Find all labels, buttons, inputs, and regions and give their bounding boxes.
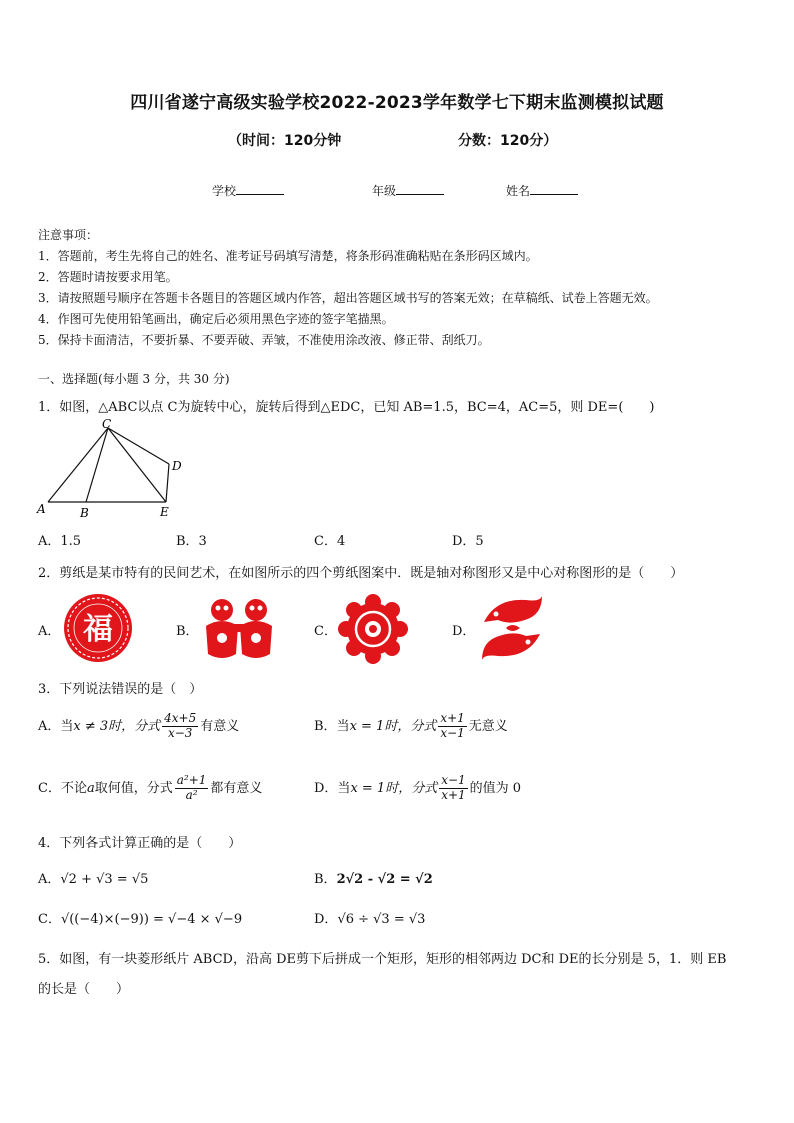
q3c-denominator: a²: [185, 787, 198, 802]
vertex-label-b: B: [80, 506, 89, 518]
page-title: 四川省遂宁高级实验学校2022-2023学年数学七下期末监测模拟试题: [130, 93, 664, 113]
fu-character: 福: [83, 612, 113, 647]
q3a-post: 有意义: [200, 718, 240, 734]
vertex-label-c: C: [102, 418, 112, 431]
vertex-label-d: D: [172, 459, 182, 473]
school-label: 学校: [212, 184, 237, 198]
grade-blank: [396, 182, 444, 195]
notice-item: 1．答题前，考生先将自己的姓名、准考证号码填写清楚，将条形码准确粘贴在条形码区域内。: [38, 249, 538, 263]
grade-label: 年级: [372, 184, 397, 198]
q3b-pre: B．当: [314, 718, 350, 734]
papercut-twins-icon: [200, 596, 278, 662]
question-4-text: 4．下列各式计算正确的是（ ）: [38, 836, 242, 851]
q3c-numerator: a²+1: [176, 773, 207, 787]
vertex-label-e: E: [160, 505, 169, 518]
question-1-text: 1．如图，△ABC以点 C为旋转中心，旋转后得到△EDC，已知 AB=1.5，BC=4，AC=5，则 DE=( ): [38, 400, 655, 415]
q3b-cond: x = 1时，分式: [349, 718, 437, 734]
q3d-numerator: x−1: [441, 773, 466, 787]
q3c-pre: C．不论: [38, 780, 87, 796]
q4a-expression: √2 + √3 = √5: [60, 872, 149, 887]
q3c-var: a: [86, 780, 95, 796]
q1-option-a: A．1.5: [38, 534, 82, 549]
q3-option-c: [38, 774, 262, 803]
notice-item: 4．作图可先使用铅笔画出，确定后必须用黑色字迹的签字笔描黑。: [38, 312, 394, 326]
section-heading: 一、选择题(每小题 3 分，共 30 分): [38, 372, 230, 386]
q3c-post: 都有意义: [210, 780, 263, 796]
school-field: [212, 182, 284, 199]
question-5-line2: 的长是（ ）: [38, 982, 130, 997]
name-field: [506, 182, 578, 199]
notice-item: 5．保持卡面清洁，不要折暴、不要弄破、弄皱，不准使用涂改液、修正带、刮纸刀。: [38, 333, 490, 347]
q3a-denominator: x−3: [167, 725, 193, 740]
q2-option-d: D．: [452, 624, 476, 639]
papercut-fu-icon: [62, 592, 134, 664]
q4-option-d: [314, 908, 425, 927]
q3a-fraction: [162, 712, 198, 741]
notice-item: 3．请按照题号顺序在答题卡各题目的答题区域内作答，超出答题区域书写的答案无效；在草稿纸、试卷上答题无效。: [38, 291, 658, 305]
q4d-expression: √6 ÷ √3 = √3: [337, 912, 426, 927]
q2-option-c: C．: [314, 624, 337, 639]
q4b-label: B．: [314, 872, 337, 887]
q4-option-c: [38, 908, 242, 927]
question-5-line1: 5．如图，有一块菱形纸片 ABCD，沿高 DE剪下后拼成一个矩形，矩形的相邻两边 DC和 DE的长分别是 5，1．则 EB: [38, 952, 727, 967]
q3-option-d: [314, 774, 521, 803]
q3a-cond: x ≠ 3时，分式: [73, 718, 161, 734]
notice-heading: 注意事项：: [38, 228, 99, 242]
name-blank: [530, 182, 578, 195]
grade-field: [372, 182, 444, 199]
q2-option-a: A．: [38, 624, 61, 639]
q4b-expression: 2√2 - √2 = √2: [336, 872, 433, 887]
q3c-mid: 取何值，分式: [94, 780, 173, 796]
q3a-numerator: 4x+5: [164, 711, 197, 725]
notice-item: 2．答题时请按要求用笔。: [38, 270, 178, 284]
exam-time: （时间：120分钟: [228, 133, 342, 149]
q4c-expression: √((−4)×(−9)) = √−4 × √−9: [60, 912, 243, 927]
q3d-post: 的值为 0: [469, 780, 522, 796]
q4c-label: C．: [38, 912, 61, 927]
q3b-fraction: [438, 712, 466, 741]
q3a-pre: A．当: [38, 718, 74, 734]
q3b-post: 无意义: [468, 718, 508, 734]
q1-option-b: B．3: [176, 534, 207, 549]
q3-option-a: [38, 712, 239, 741]
q3b-numerator: x+1: [440, 711, 465, 725]
q2-option-b: B．: [176, 624, 199, 639]
question-3-text: 3．下列说法错误的是（ ）: [38, 682, 203, 697]
q4d-label: D．: [314, 912, 338, 927]
triangle-figure: [36, 418, 196, 518]
exam-score: 分数：120分）: [458, 133, 558, 149]
name-label: 姓名: [506, 184, 531, 198]
papercut-flower-icon: [338, 594, 408, 664]
q3d-pre: D．当: [314, 780, 351, 796]
q3d-cond: x = 1时，分式: [350, 780, 438, 796]
q3c-fraction: [175, 774, 209, 803]
q3-option-b: [314, 712, 508, 741]
q3b-denominator: x−1: [440, 725, 465, 740]
vertex-label-a: A: [37, 502, 46, 516]
q1-option-d: D．5: [452, 534, 484, 549]
q3d-fraction: [439, 774, 467, 803]
q1-option-c: C．4: [314, 534, 346, 549]
q4a-label: A．: [38, 872, 61, 887]
school-blank: [236, 182, 284, 195]
q4-option-a: [38, 868, 148, 887]
question-2-text: 2．剪纸是某市特有的民间艺术，在如图所示的四个剪纸图案中．既是轴对称图形又是中心对称图形的是（ ）: [38, 566, 684, 581]
papercut-fish-icon: [476, 592, 548, 664]
q3d-denominator: x+1: [441, 787, 466, 802]
q4-option-b: [314, 868, 433, 887]
